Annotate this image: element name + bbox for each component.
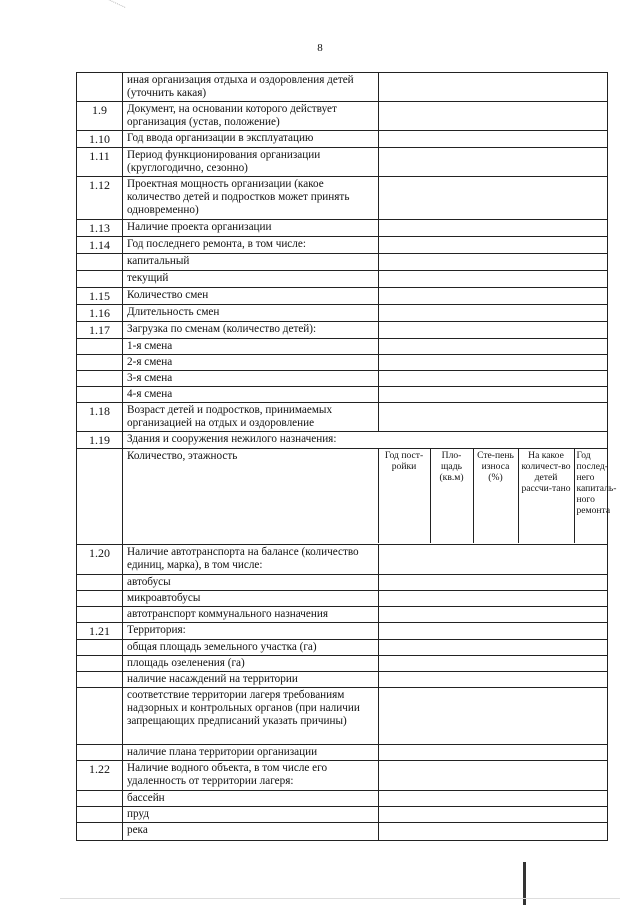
row-label: наличие плана территории организации bbox=[123, 745, 379, 761]
row-value-field[interactable] bbox=[379, 656, 608, 672]
row-label: Количество, этажность bbox=[127, 450, 238, 462]
row-label: текущий bbox=[123, 271, 379, 288]
table-row bbox=[77, 761, 608, 791]
row-value-field[interactable] bbox=[379, 322, 608, 339]
row-value-field[interactable] bbox=[379, 545, 608, 575]
row-label: Наличие водного объекта, в том числе его удаленность от территории лагеря: bbox=[123, 761, 379, 791]
table-row bbox=[77, 339, 608, 355]
row-value-field[interactable] bbox=[379, 177, 608, 220]
row-value-field[interactable] bbox=[379, 220, 608, 237]
subgrid-header: На какое количест-во детей рассчи-тано bbox=[518, 449, 574, 543]
table-row bbox=[77, 575, 608, 591]
table-row bbox=[77, 688, 608, 745]
table-row bbox=[77, 607, 608, 623]
table-row bbox=[77, 177, 608, 220]
row-value-field[interactable] bbox=[379, 288, 608, 305]
row-value-field[interactable] bbox=[379, 672, 608, 688]
row-number bbox=[77, 73, 123, 102]
row-number bbox=[77, 823, 123, 841]
table-row bbox=[77, 640, 608, 656]
table-row bbox=[77, 131, 608, 148]
row-number bbox=[77, 371, 123, 387]
subgrid-header: Год пост-ройки bbox=[378, 449, 430, 543]
row-number: 1.14 bbox=[77, 237, 123, 254]
row-label: Год последнего ремонта, в том числе: bbox=[123, 237, 379, 254]
row-number bbox=[77, 355, 123, 371]
row-label: капитальный bbox=[123, 254, 379, 271]
table-row bbox=[77, 220, 608, 237]
row-number bbox=[77, 575, 123, 591]
table-row bbox=[77, 672, 608, 688]
row-value-field[interactable] bbox=[379, 339, 608, 355]
row-number bbox=[77, 449, 123, 545]
row-number: 1.19 bbox=[77, 432, 123, 449]
table-row bbox=[77, 148, 608, 177]
row-value-field[interactable] bbox=[379, 745, 608, 761]
row-number: 1.18 bbox=[77, 403, 123, 432]
row-value-field[interactable] bbox=[379, 73, 608, 102]
subgrid-header: Сте-пень износа (%) bbox=[473, 449, 518, 543]
table-row bbox=[77, 271, 608, 288]
row-number bbox=[77, 807, 123, 823]
row-value-field[interactable] bbox=[379, 575, 608, 591]
table-row bbox=[77, 73, 608, 102]
table-row bbox=[77, 807, 608, 823]
row-number bbox=[77, 387, 123, 403]
row-label: Количество смен bbox=[123, 288, 379, 305]
row-label: Год ввода организации в эксплуатацию bbox=[123, 131, 379, 148]
page-number: 8 bbox=[317, 42, 323, 54]
table-row bbox=[77, 237, 608, 254]
table-row bbox=[77, 355, 608, 371]
row-label: соответствие территории лагеря требованиям надзорных и контрольных органов (при наличии запрещающих предписаний указать причины) bbox=[123, 688, 379, 745]
row-label: пруд bbox=[123, 807, 379, 823]
row-value-field[interactable] bbox=[379, 688, 608, 745]
subgrid-header: Год послед-него капиталь-ного ремонта bbox=[574, 449, 621, 543]
row-label: наличие насаждений на территории bbox=[123, 672, 379, 688]
row-label: Проектная мощность организации (какое количество детей и подростков может принять одновременно) bbox=[123, 177, 379, 220]
row-number: 1.11 bbox=[77, 148, 123, 177]
row-value-field[interactable] bbox=[379, 607, 608, 623]
table-row bbox=[77, 791, 608, 807]
row-number: 1.13 bbox=[77, 220, 123, 237]
row-value-field[interactable] bbox=[379, 761, 608, 791]
row-label: Период функционирования организации (круглогодично, сезонно) bbox=[123, 148, 379, 177]
row-number: 1.10 bbox=[77, 131, 123, 148]
scan-artifact bbox=[93, 0, 126, 19]
row-number: 1.22 bbox=[77, 761, 123, 791]
row-label: Возраст детей и подростков, принимаемых организацией на отдых и оздоровление bbox=[123, 403, 379, 432]
buildings-subgrid bbox=[123, 449, 621, 543]
row-value-field[interactable] bbox=[379, 148, 608, 177]
row-number: 1.15 bbox=[77, 288, 123, 305]
table-row bbox=[77, 254, 608, 271]
row-number: 1.16 bbox=[77, 305, 123, 322]
row-value-field[interactable] bbox=[379, 387, 608, 403]
row-number bbox=[77, 672, 123, 688]
row-number bbox=[77, 640, 123, 656]
row-value-field[interactable] bbox=[379, 131, 608, 148]
row-number bbox=[77, 745, 123, 761]
subgrid-header: Пло-щадь (кв.м) bbox=[430, 449, 473, 543]
row-value-field[interactable] bbox=[379, 623, 608, 640]
table-row bbox=[77, 623, 608, 640]
row-value-field[interactable] bbox=[379, 271, 608, 288]
row-number bbox=[77, 271, 123, 288]
row-number: 1.17 bbox=[77, 322, 123, 339]
table-row bbox=[77, 288, 608, 305]
row-number: 1.21 bbox=[77, 623, 123, 640]
row-value-field[interactable] bbox=[379, 237, 608, 254]
row-label: 3-я смена bbox=[123, 371, 379, 387]
table-row bbox=[77, 432, 608, 449]
row-value-field[interactable] bbox=[379, 591, 608, 607]
row-value-field[interactable] bbox=[379, 823, 608, 841]
row-label: Здания и сооружения нежилого назначения: bbox=[123, 432, 608, 449]
table-row bbox=[77, 823, 608, 841]
row-number: 1.12 bbox=[77, 177, 123, 220]
row-label: Наличие проекта организации bbox=[123, 220, 379, 237]
row-value-field[interactable] bbox=[379, 355, 608, 371]
row-label: площадь озеленения (га) bbox=[123, 656, 379, 672]
row-value-field[interactable] bbox=[379, 305, 608, 322]
row-value-field[interactable] bbox=[379, 807, 608, 823]
row-value-field[interactable] bbox=[379, 403, 608, 432]
row-value-field[interactable] bbox=[379, 254, 608, 271]
row-label: Документ, на основании которого действует организация (устав, положение) bbox=[123, 102, 379, 131]
row-label: автобусы bbox=[123, 575, 379, 591]
table-row bbox=[77, 745, 608, 761]
row-number bbox=[77, 591, 123, 607]
row-value-field[interactable] bbox=[379, 102, 608, 131]
row-label: бассейн bbox=[123, 791, 379, 807]
table-row bbox=[77, 545, 608, 575]
row-label: Территория: bbox=[123, 623, 379, 640]
row-label: Загрузка по сменам (количество детей): bbox=[123, 322, 379, 339]
passport-form-table bbox=[76, 72, 617, 841]
row-number: 1.20 bbox=[77, 545, 123, 575]
table-row bbox=[77, 387, 608, 403]
row-label: общая площадь земельного участка (га) bbox=[123, 640, 379, 656]
table-row bbox=[77, 102, 608, 131]
row-label: автотранспорт коммунального назначения bbox=[123, 607, 379, 623]
row-label: 4-я смена bbox=[123, 387, 379, 403]
row-label: 2-я смена bbox=[123, 355, 379, 371]
row-label: микроавтобусы bbox=[123, 591, 379, 607]
row-label: река bbox=[123, 823, 379, 841]
table-row bbox=[77, 371, 608, 387]
table-row bbox=[77, 322, 608, 339]
row-number bbox=[77, 688, 123, 745]
scan-artifact-line bbox=[60, 898, 620, 899]
table-row bbox=[77, 305, 608, 322]
row-value-field[interactable] bbox=[379, 640, 608, 656]
buildings-subgrid-cell bbox=[123, 449, 617, 545]
row-number bbox=[77, 254, 123, 271]
table-row bbox=[77, 449, 608, 545]
row-label: 1-я смена bbox=[123, 339, 379, 355]
row-number bbox=[77, 656, 123, 672]
table-row bbox=[77, 656, 608, 672]
row-number: 1.9 bbox=[77, 102, 123, 131]
table-row bbox=[77, 403, 608, 432]
row-value-field[interactable] bbox=[379, 791, 608, 807]
row-label: Длительность смен bbox=[123, 305, 379, 322]
row-label: Наличие автотранспорта на балансе (количество единиц, марка), в том числе: bbox=[123, 545, 379, 575]
row-number bbox=[77, 607, 123, 623]
row-label: иная организация отдыха и оздоровления детей (уточнить какая) bbox=[123, 73, 379, 102]
row-value-field[interactable] bbox=[379, 371, 608, 387]
row-number bbox=[77, 791, 123, 807]
table-row bbox=[77, 591, 608, 607]
row-number bbox=[77, 339, 123, 355]
